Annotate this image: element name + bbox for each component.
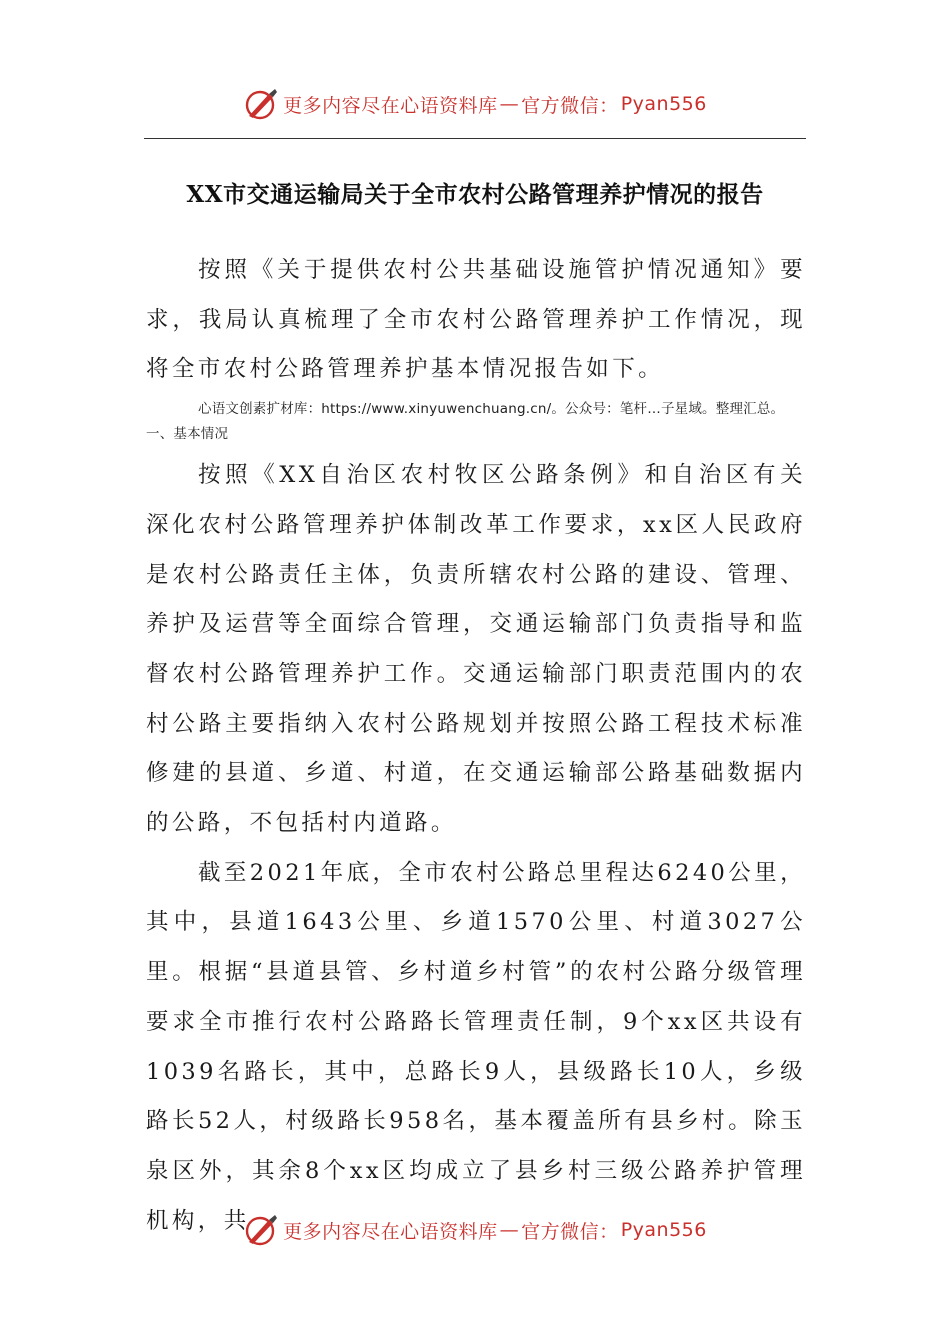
banner-wechat-label: 官方微信： bbox=[521, 94, 619, 117]
banner-text: 更多内容尽在心语资料库 bbox=[283, 94, 498, 117]
source-note: 心语文创素扩材库：https://www.xinyuwenchuang.cn/。公众号：笔杆…子星域。整理汇总。一、基本情况 bbox=[146, 401, 785, 443]
pen-logo-icon bbox=[243, 1212, 279, 1248]
banner-dash: — bbox=[499, 1219, 520, 1241]
banner-dash: — bbox=[499, 93, 520, 115]
banner-text: 更多内容尽在心语资料库 bbox=[283, 1220, 498, 1243]
document-title: XX市交通运输局关于全市农村公路管理养护情况的报告 bbox=[186, 181, 764, 208]
watermark-banner-top bbox=[0, 82, 950, 126]
pen-logo-icon bbox=[243, 86, 279, 122]
watermark-banner-bottom bbox=[0, 1208, 950, 1252]
document-body bbox=[146, 246, 806, 1246]
paragraph-statistics: 截至2021年底，全市农村公路总里程达6240公里，其中，县道1643公里、乡道1570公里、村道3027公里。根据“县道县管、乡村道乡村管”的农村公路分级管理要求全市推行农村公路路长管理责任制，9个xx区共设有1039名路长，其中，总路长9人，县级路长10人，乡级路长52人，村级路长958名，基本覆盖所有县乡村。除玉泉区外，其余8个xx区均成立了县乡村三级公路养护管理机构，共 bbox=[146, 859, 806, 1234]
paragraph-responsibility: 按照《XX自治区农村牧区公路条例》和自治区有关深化农村公路管理养护体制改革工作要求，xx区人民政府是农村公路责任主体，负责所辖农村公路的建设、管理、养护及运营等全面综合管理，交通运输部门负责指导和监督农村公路管理养护工作。交通运输部门职责范围内的农村公路主要指纳入农村公路规划并按照公路工程技术标准修建的县道、乡道、村道，在交通运输部公路基础数据内的公路，不包括村内道路。 bbox=[146, 462, 806, 837]
paragraph-intro: 按照《关于提供农村公共基础设施管护情况通知》要求，我局认真梳理了全市农村公路管理养护工作情况，现将全市农村公路管理养护基本情况报告如下。 bbox=[146, 257, 806, 383]
header-divider bbox=[144, 138, 806, 139]
banner-wechat-id: Pyan556 bbox=[620, 1219, 707, 1241]
banner-wechat-label: 官方微信： bbox=[521, 1220, 619, 1243]
banner-wechat-id: Pyan556 bbox=[620, 93, 707, 115]
